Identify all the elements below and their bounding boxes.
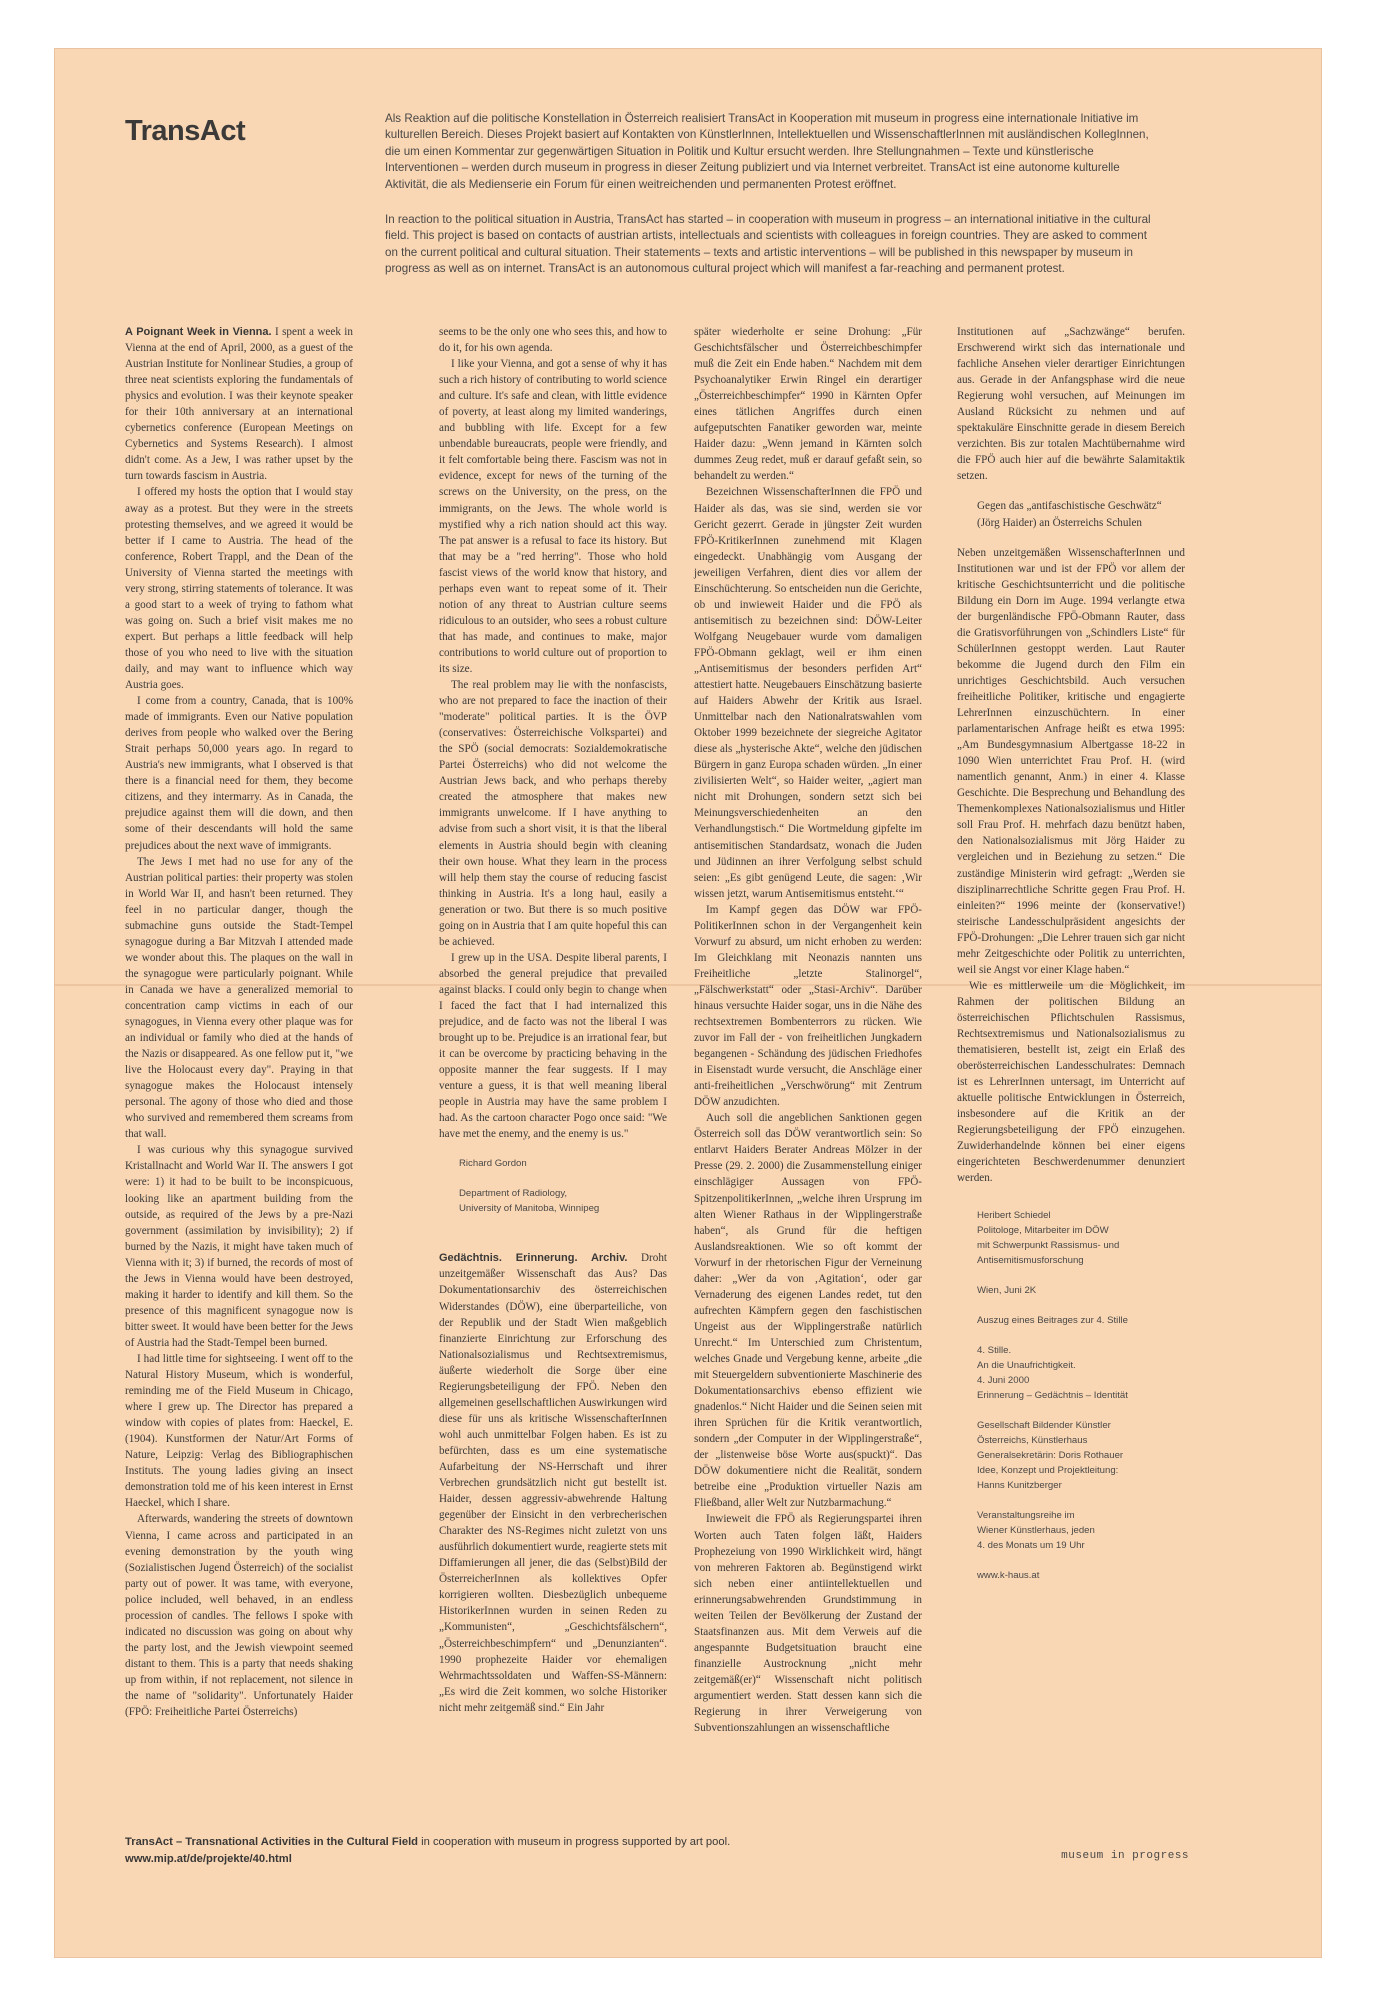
article-paragraph: I like your Vienna, and got a sense of why it has such a rich history of contributing to world science and culture. It's safe and clean, with little evidence of poverty, at least along my limited wanderings, and bubbling with life. Except for a few unbendable bureaucrats, people were friendly, and it felt comfortable being there. Fascism was not in evidence, except for news of the turning of the screws on the University, on the press, on the immigrants, on the Jews. The whole world is mystified why a rich nation should act this way. The pat answer is a refusal to face its history. But that may be a "red herring". Those who hold fascist views of the world know that history, and perhaps even want to repeat some of it. Their notion of any threat to Austrian culture seems ridiculous to an outsider, who sees a robust culture that has made, and continues to make, major contributions to world culture out of proportion to its size. [439, 358, 667, 675]
article-paragraph: A Poignant Week in Vienna. I spent a week in Vienna at the end of April, 2000, as a guest of the Austrian Institute for Nonlinear Studies, a group of three neat scientists exploring the fundamentals of physics and evolution. I was their keynote speaker for their 10th anniversary at an international cybernetics conference (European Meetings on Cybernetics and Systems Research). I almost didn't come. As a Jew, I was rather upset by the turn towards fascism in Austria. [125, 326, 353, 483]
author-signature: Heribert Schiedel Politologe, Mitarbeiter im DÖW mit Schwerpunkt Rassismus- und Antisemitismusforschung Wien, Juni 2K Auszug eines Beitrages zur 4. Stille 4. Stille. An die Unaufrichtigkeit. 4. Juni 2000 Erinnerung – Gedächtnis – Identität Gesellschaft Bildender Künstler Österreichs, Künstlerhaus Generalsekretärin: Doris Rothauer Idee, Konzept und Projektleitung: Hanns Kunitzberger Veranstaltungsreihe im Wiener Künstlerhaus, jeden 4. des Monats um 19 Uhr www.k-haus.at [977, 1208, 1185, 1583]
article-paragraph: Wie es mittlerweile um die Möglichkeit, im Rahmen der politischen Bildung an österreichischen Pflichtschulen Rassismus, Rechtsextremismus und Nationalsozialismus zu thematisieren, bestellt ist, zeigt ein Erlaß des oberösterreichischen Landesschulrates: Demnach ist es LehrerInnen untersagt, im Unterricht auf aktuelle politische Entwicklungen in Österreich, insbesondere auf die Kritik an der Regierungsbeteiligung der FPÖ einzugehen. Zuwiderhandelnde können bei einer eigens eingerichteten Beschwerdenummer denunziert werden. [957, 979, 1185, 1185]
article-subheading: Gegen das „antifaschistische Geschwätz“ (Jörg Haider) an Österreichs Schulen [977, 500, 1162, 529]
article-heading: Gedächtnis. Erinnerung. Archiv. [439, 1252, 628, 1265]
article-paragraph: Auch soll die angeblichen Sanktionen gegen Österreich soll das DÖW verantwortlich sein: So entlarvt Haiders Berater Andreas Mölzer in der Presse (29. 2. 2000) die Zusammenstellung einiger einschlägiger Aussagen von FPÖ-SpitzenpolitikerInnen, „welche ihren Ursprung im alten Wiener Rathaus in der Wipplingerstraße haben“, als Grund für die heftigen Auslandsreaktionen. Wie so oft kommt der Vorwurf in der rhetorischen Figur der Verneinung daher: „Wer da von ‚Agitation‘, oder gar Vernaderung des eigenen Landes redet, tut den aufrechten Kämpfern gegen den faschistischen Ungeist aus der Wipplingerstraße natürlich Unrecht.“ Im Unterschied zum Christentum, welches Gnade und Vergebung kenne, arbeite „die mit Steuergeldern subventionierte Maschinerie des Dokumentationsarchivs ebenso effizient wie gnadenlos.“ Nicht Haider und die Seinen seien mit ihren Sprüchen für die Kritik verantwortlich, sondern „der Computer in der Wipplingerstraße“, der „listenweise böse Worte aus(spuckt)“. Das DÖW dokumentiere nicht die Realität, sondern betreibe eine „Produktion virtueller Nazis am Fließband, aller Welt zur Nutzbarmachung.“ [694, 1112, 922, 1510]
article-paragraph: I was curious why this synagogue survived Kristallnacht and World War II. The answers I got were: 1) it had to be built to be inconspicuous, looking like an apartment building from the outside, as required of the Jews by a pre-Nazi government (assimilation by invisibility); 2) if burned by the Nazis, it might have taken much of Vienna with it; 3) if burned, the records of most of the Jews in Vienna would have been destroyed, making it harder to identify and kill them. So the presence of this magnificent synagogue now is bitter sweet. It would have been better for the Jews of Austria had the Stadt-Tempel been burned. [125, 1144, 353, 1349]
article-paragraph: Institutionen auf „Sachzwänge“ berufen. Erschwerend wirkt sich das internationale und fachliche Ansehen vieler derartiger Einrichtungen aus. Gerade in der Anfangsphase wird die neue Regierung wohl versuchen, auf Meinungen im Ausland Rücksicht zu nehmen und auf spektakuläre Einschnitte gerade in diesem Bereich verzichten. Bis zur totalen Machtübernahme wird die FPÖ auch hier auf die bewährte Salamitaktik setzen. [957, 326, 1185, 483]
article-column-1 [125, 324, 353, 1720]
article-paragraph: Im Kampf gegen das DÖW war FPÖ-PolitikerInnen schon in der Vergangenheit kein Vorwurf zu absurd, um nicht erhoben zu werden: Im Gleichklang mit Neonazis nannten uns Freiheitliche „letzte Stalinorgel“, „Fälschwerkstatt“ oder „Stasi-Archiv“. Darüber hinaus versuchte Haider sogar, uns in die Nähe des rechtsextremen Bombenterrors zu rücken. Wie zuvor im Fall der - von freiheitlichen Jungkadern begangenen - Schändung des jüdischen Friedhofes in Eisenstadt wurde versucht, die Anschläge einer anti-freiheitlichen „Verschwörung“ mit Zentrum DÖW anzudichten. [694, 903, 922, 1109]
footer-credit: TransAct – Transnational Activities in the Cultural Field in cooperation with museum in progress supported by art pool. [125, 1836, 731, 1848]
article-paragraph: I offered my hosts the option that I would stay away as a protest. But they were in the streets protesting themselves, and we agreed it would be better if I came to Austria. The head of the conference, Robert Trappl, and the Dean of the University of Vienna started the meetings with very strong, stirring statements of tolerance. It was a good start to a week of trying to fathom what was going on. Such a brief visit makes me no expert. But perhaps a little feedback will help those of you who need to live with the situation daily, and may want to influence which way Austria goes. [125, 486, 353, 692]
article-paragraph: I grew up in the USA. Despite liberal parents, I absorbed the general prejudice that prevailed against blacks. I could only begin to change when I faced the fact that I had internalized this prejudice, and de facto was not the liberal I was brought up to be. Prejudice is an irrational fear, but it can be overcome by practicing behaving in the opposite manner the fear suggests. If I may venture a guess, it is that well meaning liberal people in Austria may have the same problem I had. As the cartoon character Pogo once said: "We have met the enemy, and the enemy is us." [439, 951, 667, 1141]
article-paragraph: The Jews I met had no use for any of the Austrian political parties: their property was stolen in World War II, and hasn't been returned. They feel in no particular danger, though the submachine guns outside the Stadt-Tempel synagogue during a Bar Mitzvah I attended made we wonder about this. The plaques on the wall in the synagogue were particularly poignant. While in Canada we have a generalized memorial to concentration camp victims in each of our synagogues, in Vienna every other plaque was for an individual or family who died at the hands of the Nazis or disappeared. As one fellow put it, "we live the Holocaust every day". Praying in that synagogue makes the Holocaust intensely personal. The agony of those who died and those who survived and remembered them screams from that wall. [125, 855, 353, 1141]
transact-logo: TransAct [125, 115, 246, 147]
article-paragraph: Gedächtnis. Erinnerung. Archiv. Droht unzeitgemäßer Wissenschaft das Aus? Das Dokumentationsarchiv des österreichischen Widerstandes (DÖW), eine überparteiliche, von der Republik und der Stadt Wien maßgeblich finanzierte Einrichtung zur Erforschung des Nationalsozialismus und Rechtsextremismus, äußerte wiederholt die Sorge über eine Regierungsbeteiligung der FPÖ. Neben den allgemeinen gesellschaftlichen Auswirkungen wird diese für uns als kritische WissenschafterInnen wohl auch unmittelbar Folgen haben. Es ist zu befürchten, dass es um eine systematische Aufarbeitung der NS-Herrschaft und ihrer Verbrechen grundsätzlich nicht gut bestellt ist. Haider, dessen aggressiv-abwehrende Haltung gegenüber der Einsicht in den verbrecherischen Charakter des NS-Regimes nicht zuletzt von uns ausführlich dokumentiert wurde, reagierte stets mit Diffamierungen all jener, die das (Selbst)Bild der ÖsterreicherInnen als kollektives Opfer korrigieren wollten. Diesbezüglich unbequeme HistorikerInnen wurden in seinen Reden zu „Kommunisten“, „Geschichtsfälschern“, „Österreichbeschimpfern“ und „Denunzianten“. 1990 prophezeite Haider vor ehemaligen Wehrmachtssoldaten und Waffen-SS-Männern: „Es wird die Zeit kommen, wo solche Historiker nicht mehr zeitgemäß sind.“ Ein Jahr [439, 1252, 668, 1714]
intro-german: Als Reaktion auf die politische Konstellation in Österreich realisiert TransAct in Kooperation mit museum in progress eine internationale Initiative im kulturellen Bereich. Dieses Projekt basiert auf Kontakten von KünstlerInnen, Intellektuellen und WissenschaftlerInnen mit ausländischen KollegInnen, die um einen Kommentar zur gegenwärtigen Situation in Politik und Kultur ersucht werden. Ihre Stellungnahmen – Texte und künstlerische Interventionen – werden durch museum in progress in dieser Zeitung publiziert und via Internet verbreitet. TransAct ist eine autonome kulturelle Aktivität, die als Medienserie ein Forum für einen weitreichenden und permanenten Protest eröffnet. [385, 112, 1149, 191]
article-paragraph: The real problem may lie with the nonfascists, who are not prepared to face the inaction of their "moderate" political parties. It is the ÖVP (conservatives: Österreichische Volkspartei) and the SPÖ (social democrats: Sozialdemokratische Partei Österreichs) who did not welcome the Austrian Jews back, and who perhaps thereby created the atmosphere that makes new immigrants unwelcome. If I have anything to advise from such a short visit, it is that the liberal elements in Austria should begin with cleaning their own house. What they learn in the process will help them stay the course of reducing fascist thinking in Austria. It's a long haul, easily a generation or two. But there is so much positive going on in Austria that I am quite hopeful this can be achieved. [439, 679, 667, 948]
article-paragraph: später wiederholte er seine Drohung: „Für Geschichtsfälscher und Österreichbeschimpfer muß die Zeit ein Ende haben.“ Nachdem mit dem Psychoanalytiker Erwin Ringel ein derartiger „Österreichbeschimpfer“ 1990 in Kärnten Opfer eines tätlichen Angriffes durch einen aufgeputschten Fanatiker geworden war, meinte Haider dazu: „Wenn jemand in Kärnten solch dummes Zeug redet, muß er darauf gefaßt sein, so behandelt zu werden.“ [694, 326, 922, 483]
article-column-3 [694, 324, 922, 1736]
article-column-4 [957, 324, 1185, 1597]
article-heading: A Poignant Week in Vienna. [125, 326, 272, 338]
article-paragraph: Afterwards, wandering the streets of downtown Vienna, I came across and participated in an evening demonstration by the youth wing (Sozialistischen Jugend Österreich) of the socialist party out of power. It was tame, with everyone, police included, well behaved, in an endless procession of candles. The fellows I spoke with indicated no discussion was going on about why the party lost, and the Jewish viewpoint seemed distant to them. This is a party that needs shaking up from within, if not replacement, not silence in the name of "solidarity". Unfortunately Haider (FPÖ: Freiheitliche Partei Österreichs) [125, 1513, 353, 1719]
article-paragraph: seems to be the only one who sees this, and how to do it, for his own agenda. [439, 326, 667, 355]
event-info: 4. Stille. [977, 1345, 1012, 1357]
website-link[interactable]: www.k-haus.at [977, 1570, 1040, 1582]
article-paragraph: I come from a country, Canada, that is 100% made of immigrants. Even our Native population derives from people who walked over the Bering Strait perhaps 50,000 years ago. In regard to Austria's new immigrants, what I observed is that there is a financial need for them, they become citizens, and they intermarry. As in Canada, the prejudice against them will die down, and then some of their descendants will hold the same prejudices about the next wave of immigrants. [125, 695, 353, 852]
footer-title: TransAct – Transnational Activities in the Cultural Field [125, 1836, 419, 1848]
footer-url[interactable]: www.mip.at/de/projekte/40.html [125, 1853, 292, 1865]
museum-in-progress-brand: museum in progress [1061, 1850, 1189, 1862]
article-column-2 [439, 324, 667, 1716]
author-signature: Richard Gordon Department of Radiology, University of Manitoba, Winnipeg [459, 1158, 600, 1215]
article-paragraph: I had little time for sightseeing. I went off to the Natural History Museum, which is wonderful, reminding me of the Field Museum in Chicago, where I grew up. The Director has prepared a window with copies of plates from: Haeckel, E. (1904). Kunstformen der Natur/Art Forms of Nature, Leipzig: Verlag des Bibliographischen Instituts. The young ladies giving an insect demonstration told me of his keen interest in Ernst Haeckel, which I share. [125, 1353, 353, 1510]
article-paragraph: Inwieweit die FPÖ als Regierungspartei ihren Worten auch Taten folgen läßt, Haiders Prophezeiung von 1990 Wirklichkeit wird, hängt von mehreren Faktoren ab. Begünstigend wirkt sich neben einer antiintellektuellen und erinnerungsabwehrenden Grundstimmung in weiten Teilen der Bevölkerung der Zustand der Staatsfinanzen aus. Mit dem Verweis auf die angespannte Budgetsituation braucht eine finanzielle Austrocknung „nicht mehr zeitgemäß(er)“ Wissenschaft nicht politisch argumentiert werden. Statt dessen kann sich die Regierung in ihrer Verweigerung von Subventionszahlungen an wissenschaftliche [694, 1513, 922, 1735]
intro-english: In reaction to the political situation in Austria, TransAct has started – in cooperation with museum in progress – an international initiative in the cultural field. This project is based on contacts of austrian artists, intellectuals and scientists with colleagues in foreign countries. They are asked to comment on the current political and cultural situation. Their statements – texts and artistic interventions – will be published in this newspaper by museum in progress as well as on internet. TransAct is an autonomous cultural project which will manifest a far-reaching and permanent protest. [385, 213, 1151, 276]
article-paragraph: Neben unzeitgemäßen WissenschafterInnen und Institutionen war und ist der FPÖ vor allem der kritische Geschichtsunterricht und die politische Bildung ein Dorn im Auge. 1994 verlangte etwa der burgenländische FPÖ-Obmann Rauter, dass die Gratisvorführungen von „Schindlers Liste“ für SchülerInnen gestoppt werden. Laut Rauter bekomme die Jugend durch den Film ein unrichtiges Geschichtsbild. Auch versuchen freiheitliche Politiker, kritische und engagierte LehrerInnen einzuschüchtern. In einer parlamentarischen Anfrage heißt es etwa 1995: „Am Bundesgymnasium Albertgasse 18-22 in 1090 Wien unterrichtet Frau Prof. H. (wird namentlich genannt, Anm.) in einer 4. Klasse Geschichte. Die Besprechung und Behandlung des Themenkomplexes Nationalsozialismus und Hitler soll Frau Prof. H. mehrfach dazu benützt haben, den Nationalsozialismus mit Jörg Haider zu vergleichen und in Beziehung zu setzen.“ Die zuständige Ministerin wird gefragt: „Werden sie disziplinarrechtliche Schritte gegen Frau Prof. H. einleiten?“ 1996 meinte der (konservative!) steirische Landesschulpräsident angesichts der FPÖ-Drohungen: „Die Lehrer trauen sich gar nicht mehr Zeitgeschichte oder Politik zu unterrichten, weil sie Angst vor einer Klage haben.“ [957, 546, 1185, 976]
article-paragraph: Bezeichnen WissenschafterInnen die FPÖ und Haider als das, was sie sind, werden sie vor Gericht gezerrt. Gerade in jüngster Zeit wurden FPÖ-KritikerInnen zunehmend mit Klagen eingedeckt. Unabhängig vom Ausgang der jeweiligen Verfahren, dient dies vor allem der Einschüchterung. So entscheiden nun die Gerichte, ob und inwieweit Haider und die FPÖ als antisemitisch zu bezeichnen sind: DÖW-Leiter Wolfgang Neugebauer wurde vom damaligen FPÖ-Obmann geklagt, weil er ihm einen „Antisemitismus der besonders perfiden Art“ attestiert hatte. Neugebauers Einschätzung basierte auf Haiders Abwehr der Kritik aus Israel. Unmittelbar nach den Nationalratswahlen vom Oktober 1999 bezeichnete der siegreiche Agitator diese als „hysterische Akte“, welche den jüdischen Bürgern in ganz Europa schaden würden. „In einer zivilisierten Welt“, so Haider weiter, „agiert man nicht mit Drohungen, sondern setzt sich bei Meinungsverschiedenheiten an den Verhandlungstisch.“ Die Wortmeldung gipfelte im antisemitischen Standardsatz, wonach die Juden und Jüdinnen an ihrer Verfolgung selbst schuld seien: „Es gibt genügend Leute, die sagen: ‚Wir wissen jetzt, warum Antisemitismus entsteht.‘“ [694, 486, 922, 900]
